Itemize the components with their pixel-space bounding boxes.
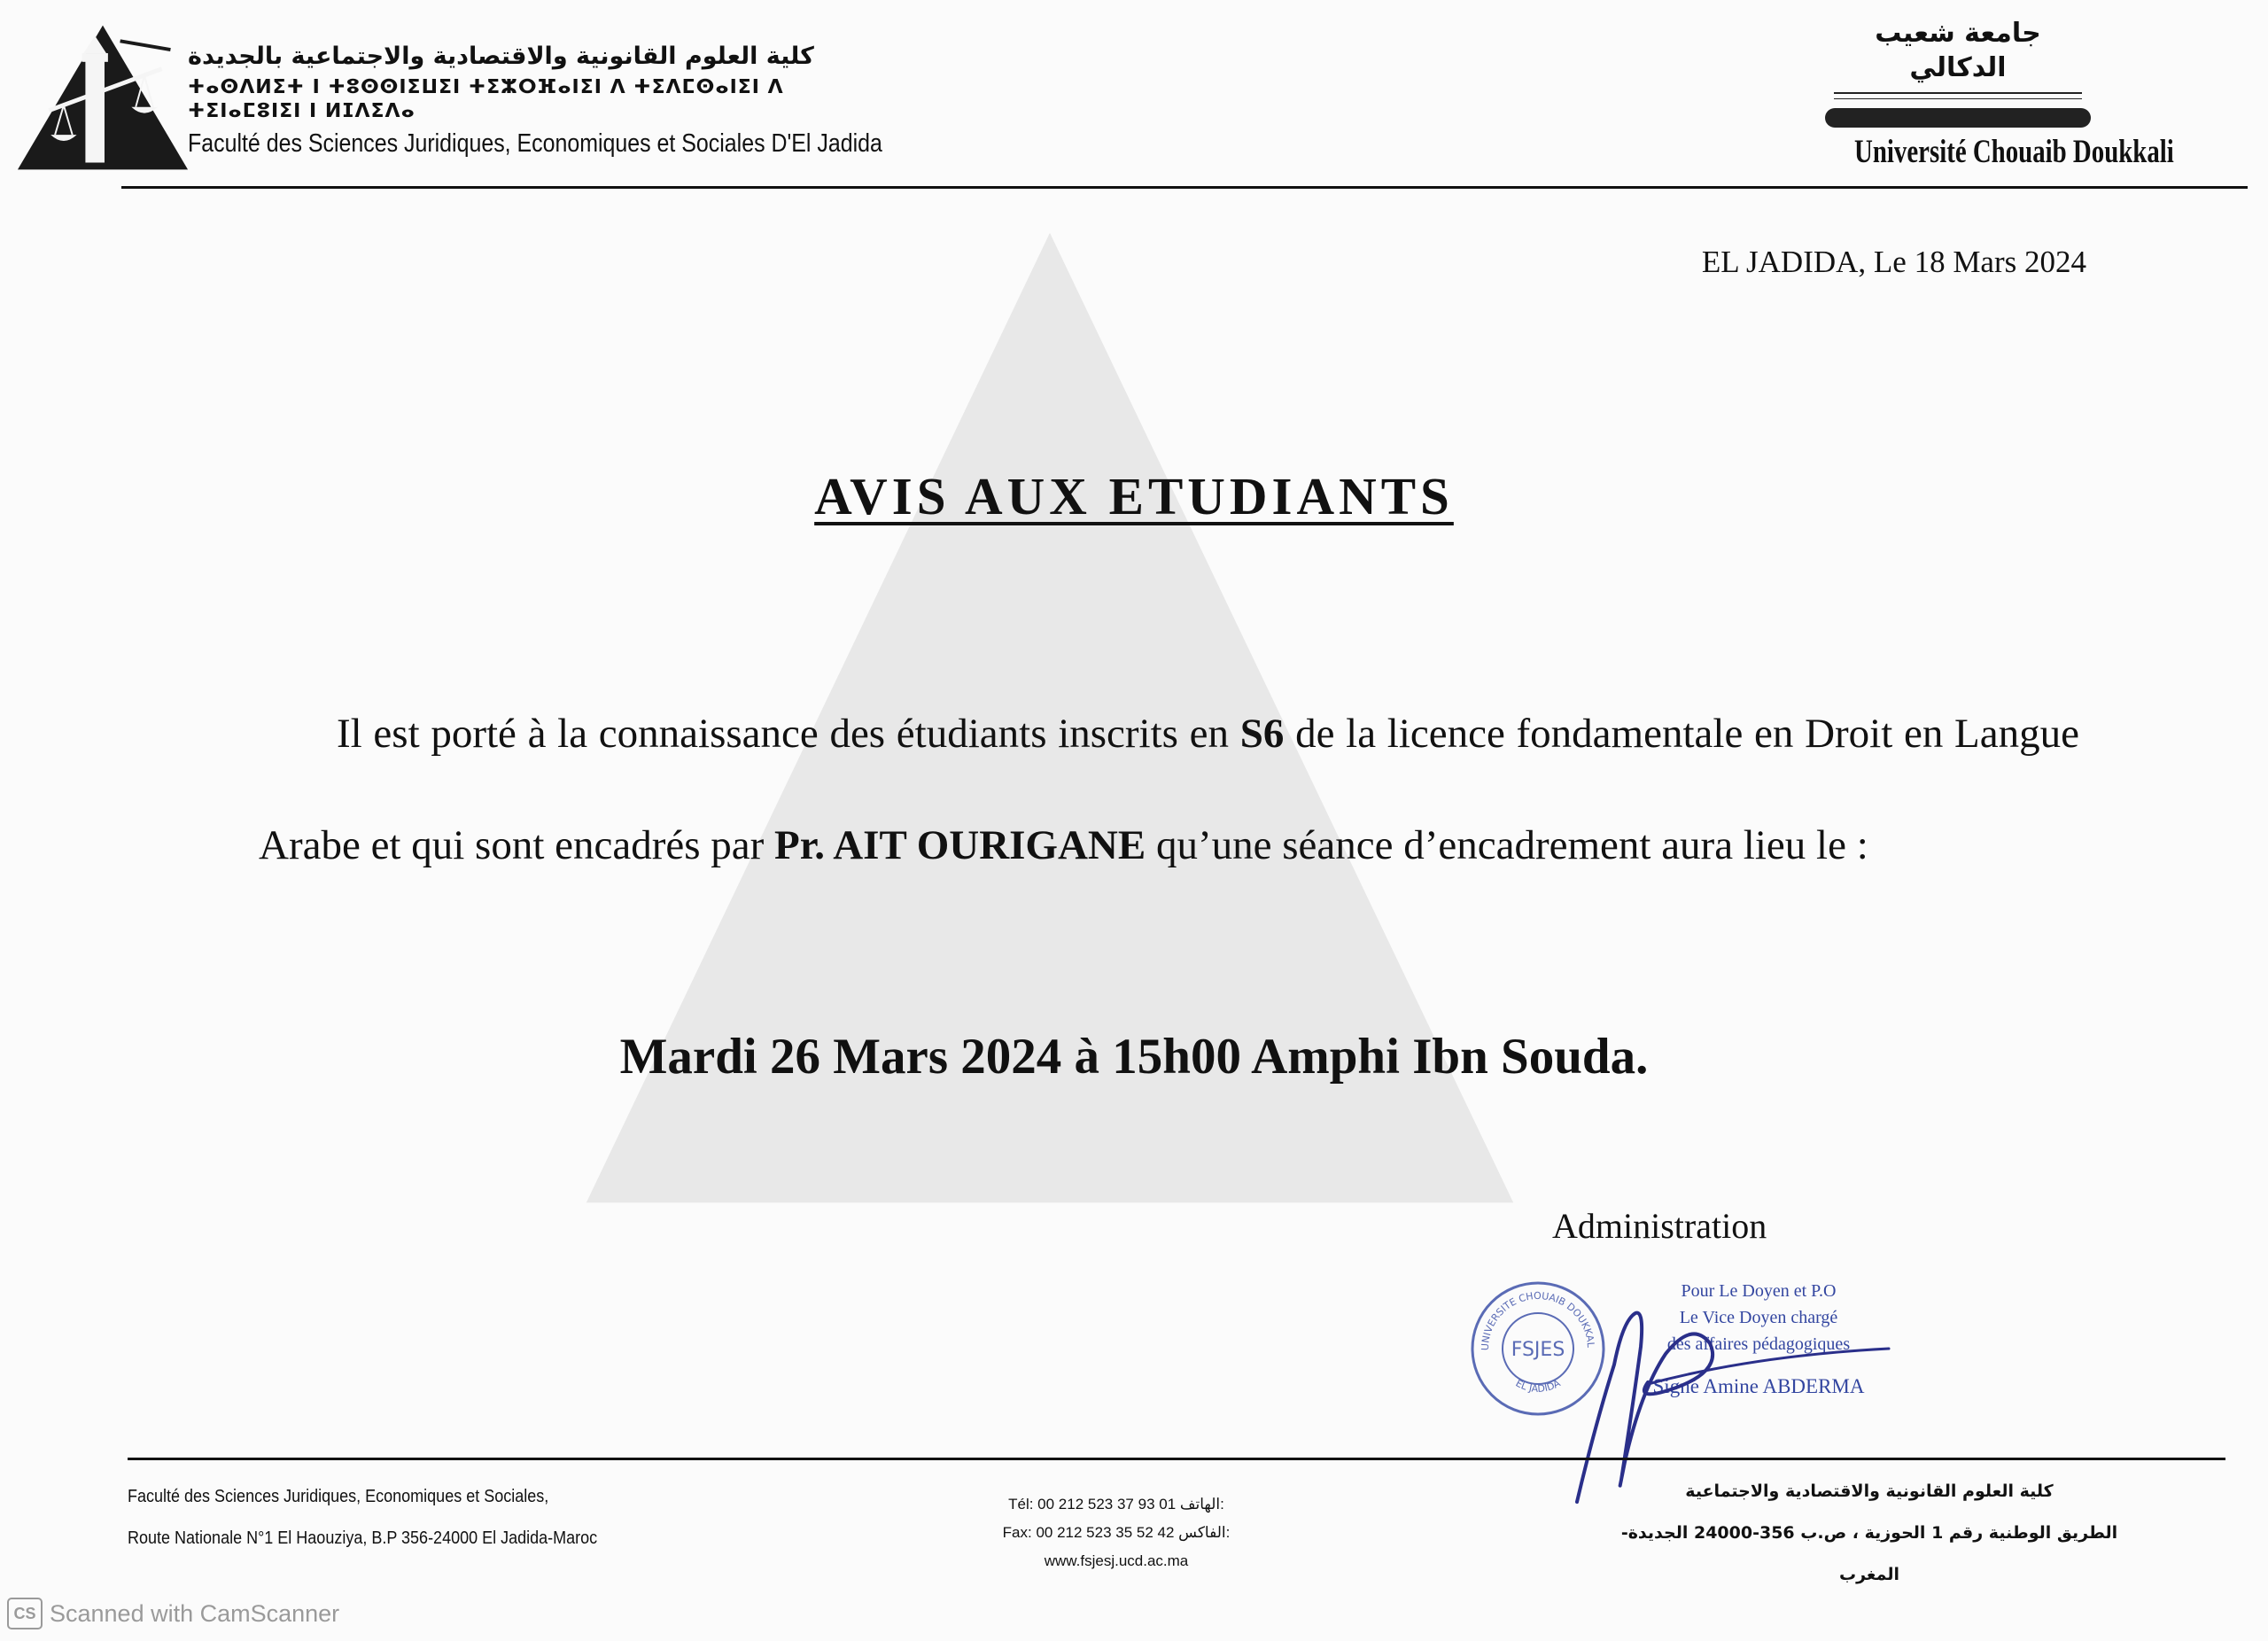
signer-name: Signé Amine ABDERMA (1652, 1375, 1865, 1397)
footer-address-arabic (1604, 1471, 2135, 1596)
faculty-logo (16, 23, 190, 172)
meeting-details: Mardi 26 Mars 2024 à 15h00 Amphi Ibn Souda. (619, 1029, 1649, 1085)
university-name-arabic: جامعة شعيب الدكالي (1875, 18, 2041, 83)
footer-divider (128, 1458, 2225, 1460)
footer-fax-arabic: الفاكس: (1178, 1524, 1231, 1541)
university-rule-thin (1834, 98, 2082, 99)
stamp-center-text: FSJES (1511, 1339, 1565, 1361)
header-divider (121, 186, 2248, 189)
faculty-header (188, 43, 882, 159)
faculty-name-french: Faculté des Sciences Juridiques, Economiques et Sociales D'El Jadida (188, 129, 882, 159)
footer-left-line-2: Route Nationale N°1 El Haouziya, B.P 356-24000 El Jadida-Maroc (128, 1528, 598, 1548)
footer-address-french (105, 1476, 598, 1559)
document-date: EL JADIDA, Le 18 Mars 2024 (1701, 245, 2086, 279)
university-name-french: Université Chouaib Doukkali (1854, 134, 2174, 170)
body-text-part-2: de la licence fondamentale en Droit en Langue Arabe et qui sont encadrés par (259, 711, 2079, 868)
signature-line-3: des affaires pédagogiques (1666, 1334, 1851, 1354)
footer-left-line-1: Faculté des Sciences Juridiques, Economiques et Sociales, (128, 1487, 549, 1506)
notice-title (0, 466, 2268, 527)
faculty-name-arabic: كلية العلوم القانونية والاقتصادية والاجتماعية بالجديدة (188, 43, 814, 70)
signature-line-1: Pour Le Doyen et P.O (1681, 1281, 1837, 1301)
footer-fax: Fax: 00 212 523 35 52 42 (1002, 1524, 1175, 1541)
footer-fax-row (970, 1519, 1262, 1547)
footer-tel-arabic: الهاتف: (1179, 1496, 1224, 1513)
university-rule (1834, 92, 2082, 94)
body-text-part-1: Il est porté à la connaissance des étudiants inscrits en (337, 711, 1240, 757)
footer-right-line-1: كلية العلوم القانونية والاقتصادية والاجتماعية (1685, 1482, 2054, 1501)
professor-name: Pr. AIT OURIGANE (774, 822, 1146, 868)
camscanner-watermark (7, 1598, 339, 1629)
footer-tel-row (970, 1490, 1262, 1519)
body-text-part-3: qu’une séance d’encadrement aura lieu le : (1146, 822, 1868, 868)
signature-line-2: Le Vice Doyen chargé (1679, 1308, 1838, 1327)
footer-website[interactable]: www.fsjesj.ucd.ac.ma (1044, 1552, 1189, 1569)
signature-label: Administration (1552, 1206, 1767, 1246)
notice-title-text: AVIS AUX ETUDIANTS (814, 467, 1454, 525)
university-logo-bar (1825, 108, 2091, 128)
footer-tel: Tél: 00 212 523 37 93 01 (1008, 1496, 1177, 1513)
stamp-ring-top: UNIVERSITE CHOUAIB DOUKKAL (1479, 1289, 1597, 1351)
footer-right-line-2: الطريق الوطنية رقم 1 الحوزية ، ص.ب 356-24000 الجديدة-المغرب (1620, 1523, 2118, 1584)
university-header (1825, 16, 2174, 171)
camscanner-icon: CS (7, 1598, 43, 1629)
footer-contact (970, 1490, 1262, 1575)
faculty-name-tifinagh: ⵜⴰⵙⴷⵍⵉⵜ ⵏ ⵜⵓⵙⵙⵏⵉⵡⵉⵏ ⵜⵉⵣⵔⴼⴰⵏⵉⵏ ⴷ ⵜⵉⴷⵎⵙⴰⵏⵉⵏ ⴷ ⵜⵉⵏⴰⵎⵓⵏⵉⵏ ⵏ ⵍⵊⴷⵉⴷⴰ (188, 76, 784, 122)
semester-label: S6 (1239, 711, 1285, 757)
camscanner-text: Scanned with CamScanner (50, 1599, 340, 1627)
notice-body (259, 678, 2079, 901)
stamp-ring-bottom: EL JADIDA (1513, 1377, 1563, 1395)
